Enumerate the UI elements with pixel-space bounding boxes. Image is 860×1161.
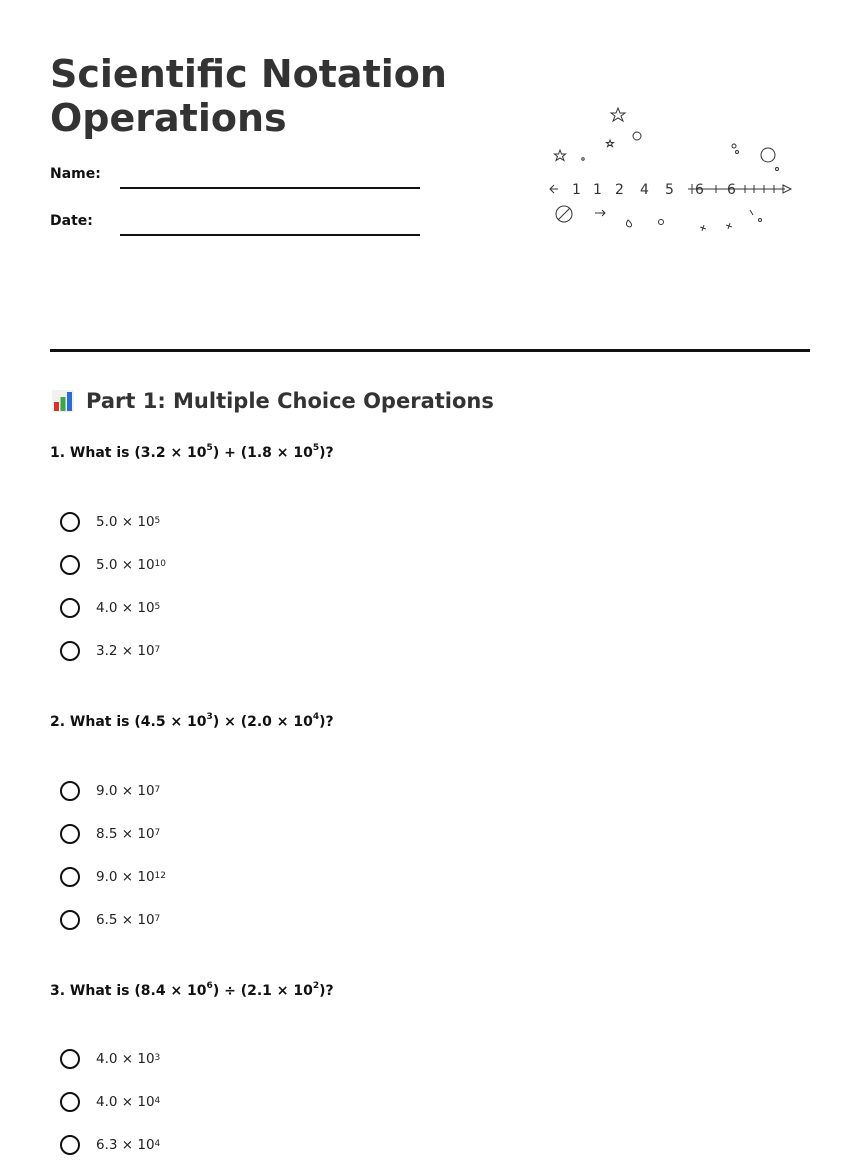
radio-button[interactable] [60, 867, 80, 887]
question-2: 2. What is $(4.5 \times 10^3) \times (2.0 \times 10^4)$? [50, 712, 334, 730]
radio-button[interactable] [60, 598, 80, 618]
question-3: 3. What is $(8.4 \times 10^6) \div (2.1 \times 10^2)$? [50, 981, 334, 999]
radio-button[interactable] [60, 910, 80, 930]
question-1: 1. What is $(3.2 \times 10^5) + (1.8 \times 10^5)$? [50, 443, 334, 461]
option-1a[interactable]: 5.0 × 10 $^5$ [60, 512, 160, 532]
radio-button[interactable] [60, 512, 80, 532]
name-label: Name: [50, 166, 101, 182]
radio-button[interactable] [60, 641, 80, 661]
date-label: Date: [50, 213, 93, 229]
section-title: Part 1: Multiple Choice Operations [86, 389, 494, 413]
option-3a[interactable]: 4.0 × 10 $^3$ [60, 1049, 160, 1069]
section-heading [50, 388, 494, 414]
number-line-label: 6 [727, 182, 736, 198]
radio-button[interactable] [60, 781, 80, 801]
number-line-label: 5 [665, 182, 674, 198]
radio-button[interactable] [60, 1049, 80, 1069]
radio-button[interactable] [60, 555, 80, 575]
number-line-label: 4 [640, 182, 649, 198]
bar-chart-icon [50, 388, 76, 414]
number-line-illustration [540, 100, 810, 240]
star-icon [611, 108, 625, 121]
radio-button[interactable] [60, 1135, 80, 1155]
number-line-label: 1 [572, 182, 581, 198]
option-2d[interactable]: 6.5 × 10 $^7$ [60, 910, 160, 930]
number-line-label: 6 [695, 182, 704, 198]
option-3c[interactable]: 6.3 × 10 $^4$ [60, 1135, 160, 1155]
radio-button[interactable] [60, 824, 80, 844]
planet-icon [633, 132, 641, 140]
option-1b[interactable]: 5.0 × 10 $^{10}$ [60, 555, 166, 575]
section-divider [50, 349, 810, 352]
option-1c[interactable]: 4.0 × 10 $^5$ [60, 598, 160, 618]
radio-button[interactable] [60, 1092, 80, 1112]
number-line-label: 1 [593, 182, 602, 198]
page-title: Scientific Notation Operations [50, 52, 447, 140]
option-2c[interactable]: 9.0 × 10 $^{12}$ [60, 867, 166, 887]
number-line-label: 2 [615, 182, 624, 198]
date-field[interactable] [120, 234, 420, 236]
star-icon [555, 150, 566, 161]
option-2a[interactable]: 9.0 × 10 $^7$ [60, 781, 160, 801]
option-2b[interactable]: 8.5 × 10 $^7$ [60, 824, 160, 844]
option-3b[interactable]: 4.0 × 10 $^4$ [60, 1092, 160, 1112]
star-icon [607, 140, 614, 147]
name-field[interactable] [120, 187, 420, 189]
option-1d[interactable]: 3.2 × 10 $^7$ [60, 641, 160, 661]
planet-icon [761, 148, 775, 162]
